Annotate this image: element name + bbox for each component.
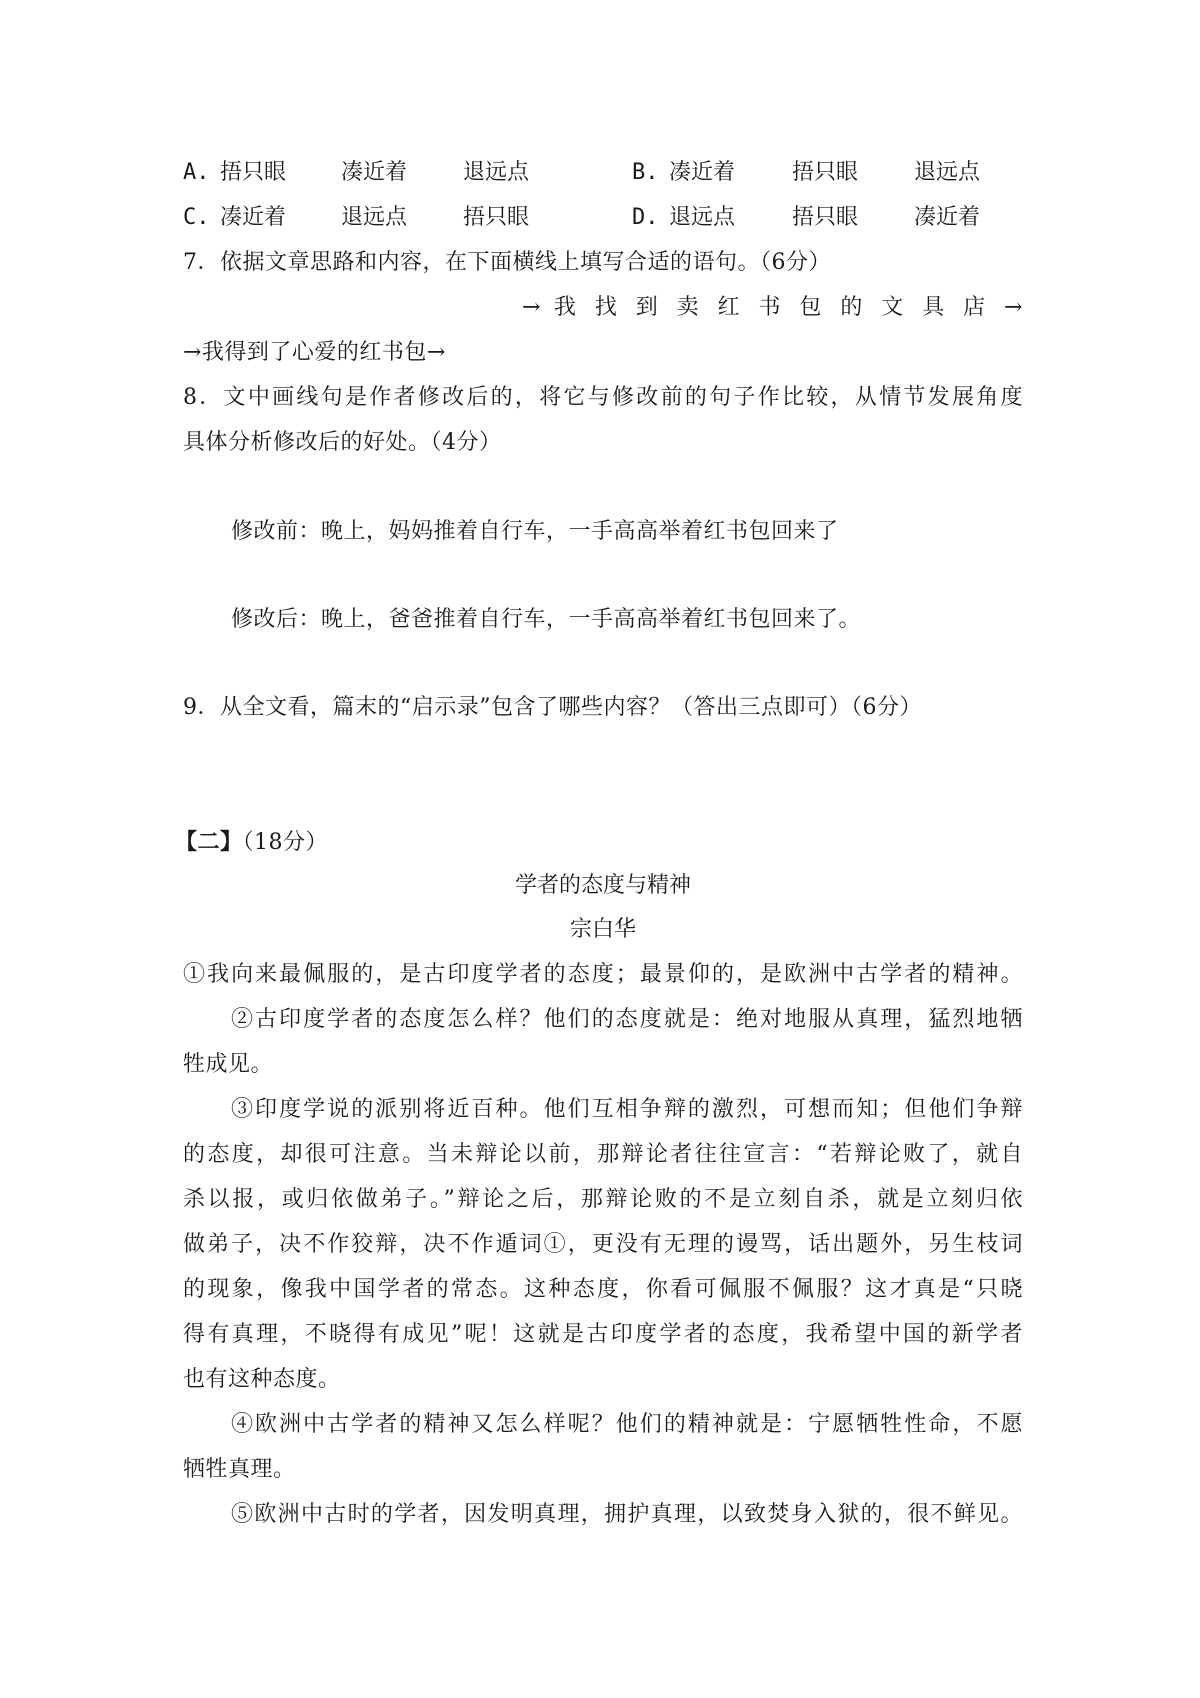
q8-after-sentence: 修改后：晚上，爸爸推着自行车，一手高高举着红书包回来了。 — [231, 607, 862, 632]
section2-heading — [175, 827, 328, 858]
option-a-letter: A. — [183, 160, 210, 185]
option-a-item-2: 凑近着 — [341, 160, 408, 185]
section2-score: （18分） — [242, 830, 329, 855]
paragraph-2-line-2: 牲成见。 — [183, 1052, 274, 1077]
option-d-item-2: 捂只眼 — [792, 205, 859, 230]
option-b-item-1: 凑近着 — [669, 160, 736, 185]
option-c-item-1: 凑近着 — [220, 205, 287, 230]
option-d-letter: D. — [632, 205, 659, 230]
q7-prompt: 7．依据文章思路和内容，在下面横线上填写合适的语句。（6分） — [183, 250, 831, 275]
paragraph-3-line-7: 也有这种态度。 — [183, 1367, 341, 1392]
option-d-item-1: 退远点 — [669, 205, 736, 230]
q9-prompt: 9．从全文看，篇末的“启示录”包含了哪些内容？（答出三点即可）（6分） — [183, 695, 922, 720]
option-b-item-3: 退远点 — [914, 160, 981, 185]
paragraph-3-line-4: 做弟子，决不作狡辩，决不作遁词①，更没有无理的谩骂，话出题外，另生枝词 — [183, 1232, 1023, 1257]
q8-prompt-line1: 8．文中画线句是作者修改后的，将它与修改前的句子作比较，从情节发展角度 — [183, 385, 1023, 410]
paragraph-3-line-3: 杀以报，或归依做弟子。”辩论之后，那辩论败的不是立刻自杀，就是立刻归依 — [183, 1187, 1023, 1212]
paragraph-3-line-2: 的态度，却很可注意。当未辩论以前，那辩论者往往宣言：“若辩论败了，就自 — [183, 1142, 1023, 1167]
option-c-item-2: 退远点 — [341, 205, 408, 230]
option-a-item-3: 退远点 — [463, 160, 530, 185]
option-b-item-2: 捂只眼 — [792, 160, 859, 185]
article-author: 宗白华 — [569, 917, 636, 942]
option-c-item-3: 捂只眼 — [463, 205, 530, 230]
paragraph-4-line-1: ④欧洲中古学者的精神又怎么样呢？他们的精神就是：宁愿牺牲性命，不愿 — [231, 1412, 1023, 1437]
option-c-letter: C. — [183, 205, 210, 230]
paragraph-3-line-5: 的现象，像我中国学者的常态。这种态度，你看可佩服不佩服？这才真是“只晓 — [183, 1277, 1023, 1302]
paragraph-3-line-6: 得有真理，不晓得有成见”呢！这就是古印度学者的态度，我希望中国的新学者 — [183, 1322, 1023, 1347]
option-a-item-1: 捂只眼 — [220, 160, 287, 185]
section2-label: 【二】 — [175, 829, 243, 855]
q7-line2: →我得到了心爱的红书包→ — [183, 340, 446, 365]
paragraph-4-line-2: 牺牲真理。 — [183, 1457, 296, 1482]
option-b-letter: B. — [632, 160, 659, 185]
paragraph-2-line-1: ②古印度学者的态度怎么样？他们的态度就是：绝对地服从真理，猛烈地牺 — [231, 1007, 1023, 1032]
q7-line1: → 我 找 到 卖 红 书 包 的 文 具 店 → — [522, 295, 1023, 320]
paragraph-3-line-1: ③印度学说的派别将近百种。他们互相争辩的激烈，可想而知；但他们争辩 — [231, 1097, 1023, 1122]
option-d-item-3: 凑近着 — [914, 205, 981, 230]
article-title: 学者的态度与精神 — [514, 873, 691, 898]
paragraph-1: ①我向来最佩服的，是古印度学者的态度；最景仰的，是欧洲中古学者的精神。 — [183, 962, 1023, 987]
q8-before-sentence: 修改前：晚上，妈妈推着自行车，一手高高举着红书包回来了 — [231, 519, 839, 544]
q8-prompt-line2: 具体分析修改后的好处。（4分） — [183, 430, 502, 455]
paragraph-5-line-1: ⑤欧洲中古时的学者，因发明真理，拥护真理，以致焚身入狱的，很不鲜见。 — [231, 1502, 1023, 1527]
